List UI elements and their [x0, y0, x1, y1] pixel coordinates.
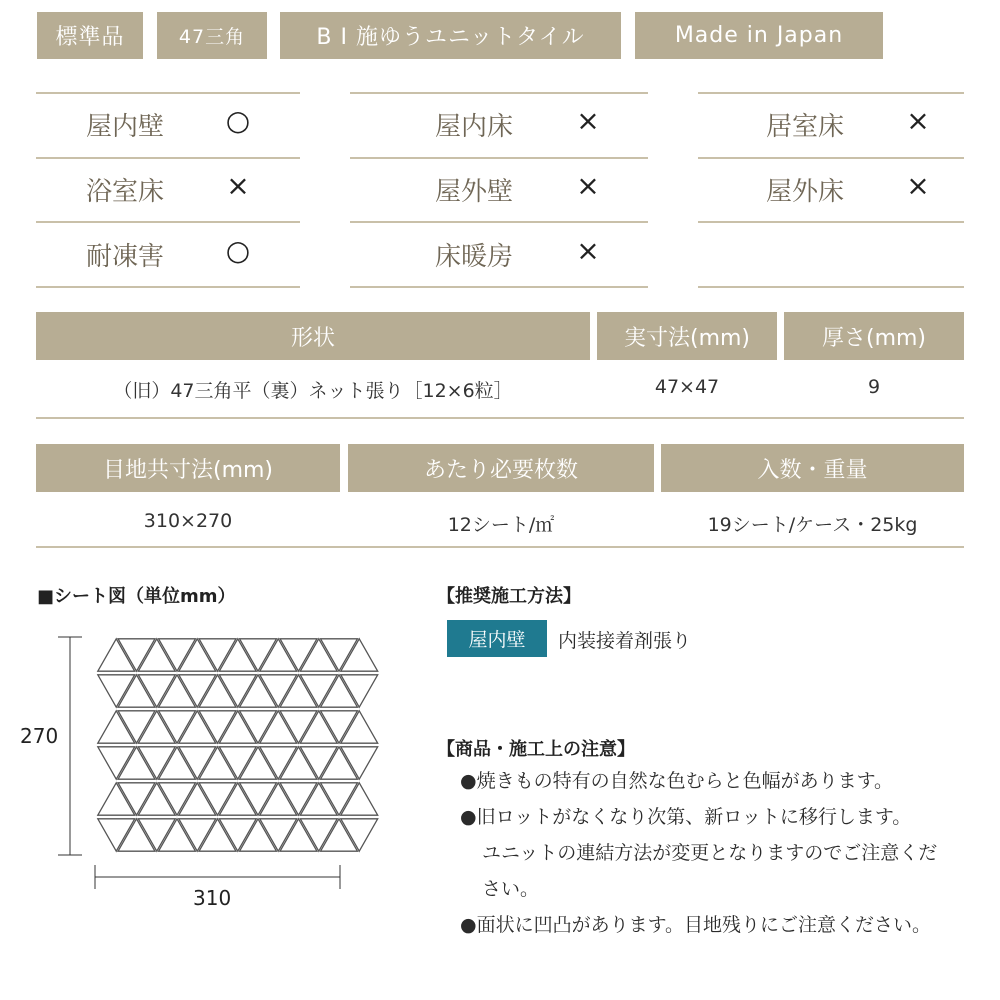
use-mark: ○ — [225, 234, 251, 267]
use-rule — [350, 157, 648, 159]
width-label: 310 — [193, 886, 232, 910]
note-line: ●旧ロットがなくなり次第、新ロットに移行します。 — [460, 806, 912, 828]
use-name: 浴室床 — [85, 177, 164, 207]
notes-title: 【商品・施工上の注意】 — [437, 739, 635, 760]
use-name: 耐凍害 — [85, 242, 164, 272]
use-rule — [36, 286, 300, 288]
use-name: 屋内床 — [434, 112, 513, 142]
use-name: 居室床 — [765, 112, 844, 142]
header-shape: 形状 — [36, 312, 590, 360]
table-rule — [36, 546, 964, 548]
use-mark: × — [576, 169, 600, 202]
cell-shape: （旧）47三角平（裏）ネット張り［12×6粒］ — [113, 380, 513, 402]
header-joint-size: 目地共寸法(mm) — [36, 444, 340, 492]
use-rule — [36, 157, 300, 159]
cell-joint-size: 310×270 — [143, 510, 233, 532]
use-mark: × — [576, 234, 600, 267]
note-line: ●焼きもの特有の自然な色むらと色幅があります。 — [460, 770, 894, 792]
cell-thickness: 9 — [867, 376, 881, 398]
header-quantity-weight: 入数・重量 — [661, 444, 964, 492]
use-rule — [698, 92, 964, 94]
method-title: 【推奨施工方法】 — [437, 586, 581, 607]
cell-sheets-needed: 12シート/㎡ — [447, 514, 555, 536]
tag-standard: 標準品 — [37, 12, 143, 59]
sheet-diagram-title: ■シート図（単位mm） — [37, 586, 236, 607]
use-mark: ○ — [225, 104, 251, 137]
cell-actual-size: 47×47 — [654, 376, 720, 398]
use-name: 屋内壁 — [85, 112, 164, 142]
tag-product-type: B I 施ゆうユニットタイル — [280, 12, 621, 59]
use-rule — [36, 221, 300, 223]
use-name: 屋外床 — [765, 177, 844, 207]
height-label: 270 — [20, 724, 59, 748]
method-text: 内装接着剤張り — [558, 630, 692, 652]
use-rule — [698, 286, 964, 288]
use-mark: × — [576, 104, 600, 137]
use-rule — [350, 286, 648, 288]
cell-quantity-weight: 19シート/ケース・25kg — [707, 514, 918, 536]
use-rule — [698, 221, 964, 223]
use-name: 床暖房 — [434, 242, 513, 272]
use-rule — [36, 92, 300, 94]
use-mark: × — [906, 104, 930, 137]
use-rule — [350, 92, 648, 94]
use-rule — [350, 221, 648, 223]
use-rule — [698, 157, 964, 159]
use-name: 屋外壁 — [434, 177, 513, 207]
tag-size: 47三角 — [157, 12, 267, 59]
header-sheets-needed: あたり必要枚数 — [348, 444, 654, 492]
note-line: さい。 — [482, 878, 540, 900]
header-thickness: 厚さ(mm) — [784, 312, 964, 360]
sheet-diagram — [0, 620, 400, 920]
note-line: ユニットの連結方法が変更となりますのでご注意くだ — [482, 842, 938, 864]
method-badge: 屋内壁 — [447, 620, 547, 657]
use-mark: × — [906, 169, 930, 202]
note-line: ●面状に凹凸があります。目地残りにご注意ください。 — [460, 914, 932, 936]
header-actual-size: 実寸法(mm) — [597, 312, 777, 360]
tag-origin: Made in Japan — [635, 12, 883, 59]
use-mark: × — [226, 169, 250, 202]
table-rule — [36, 417, 964, 419]
